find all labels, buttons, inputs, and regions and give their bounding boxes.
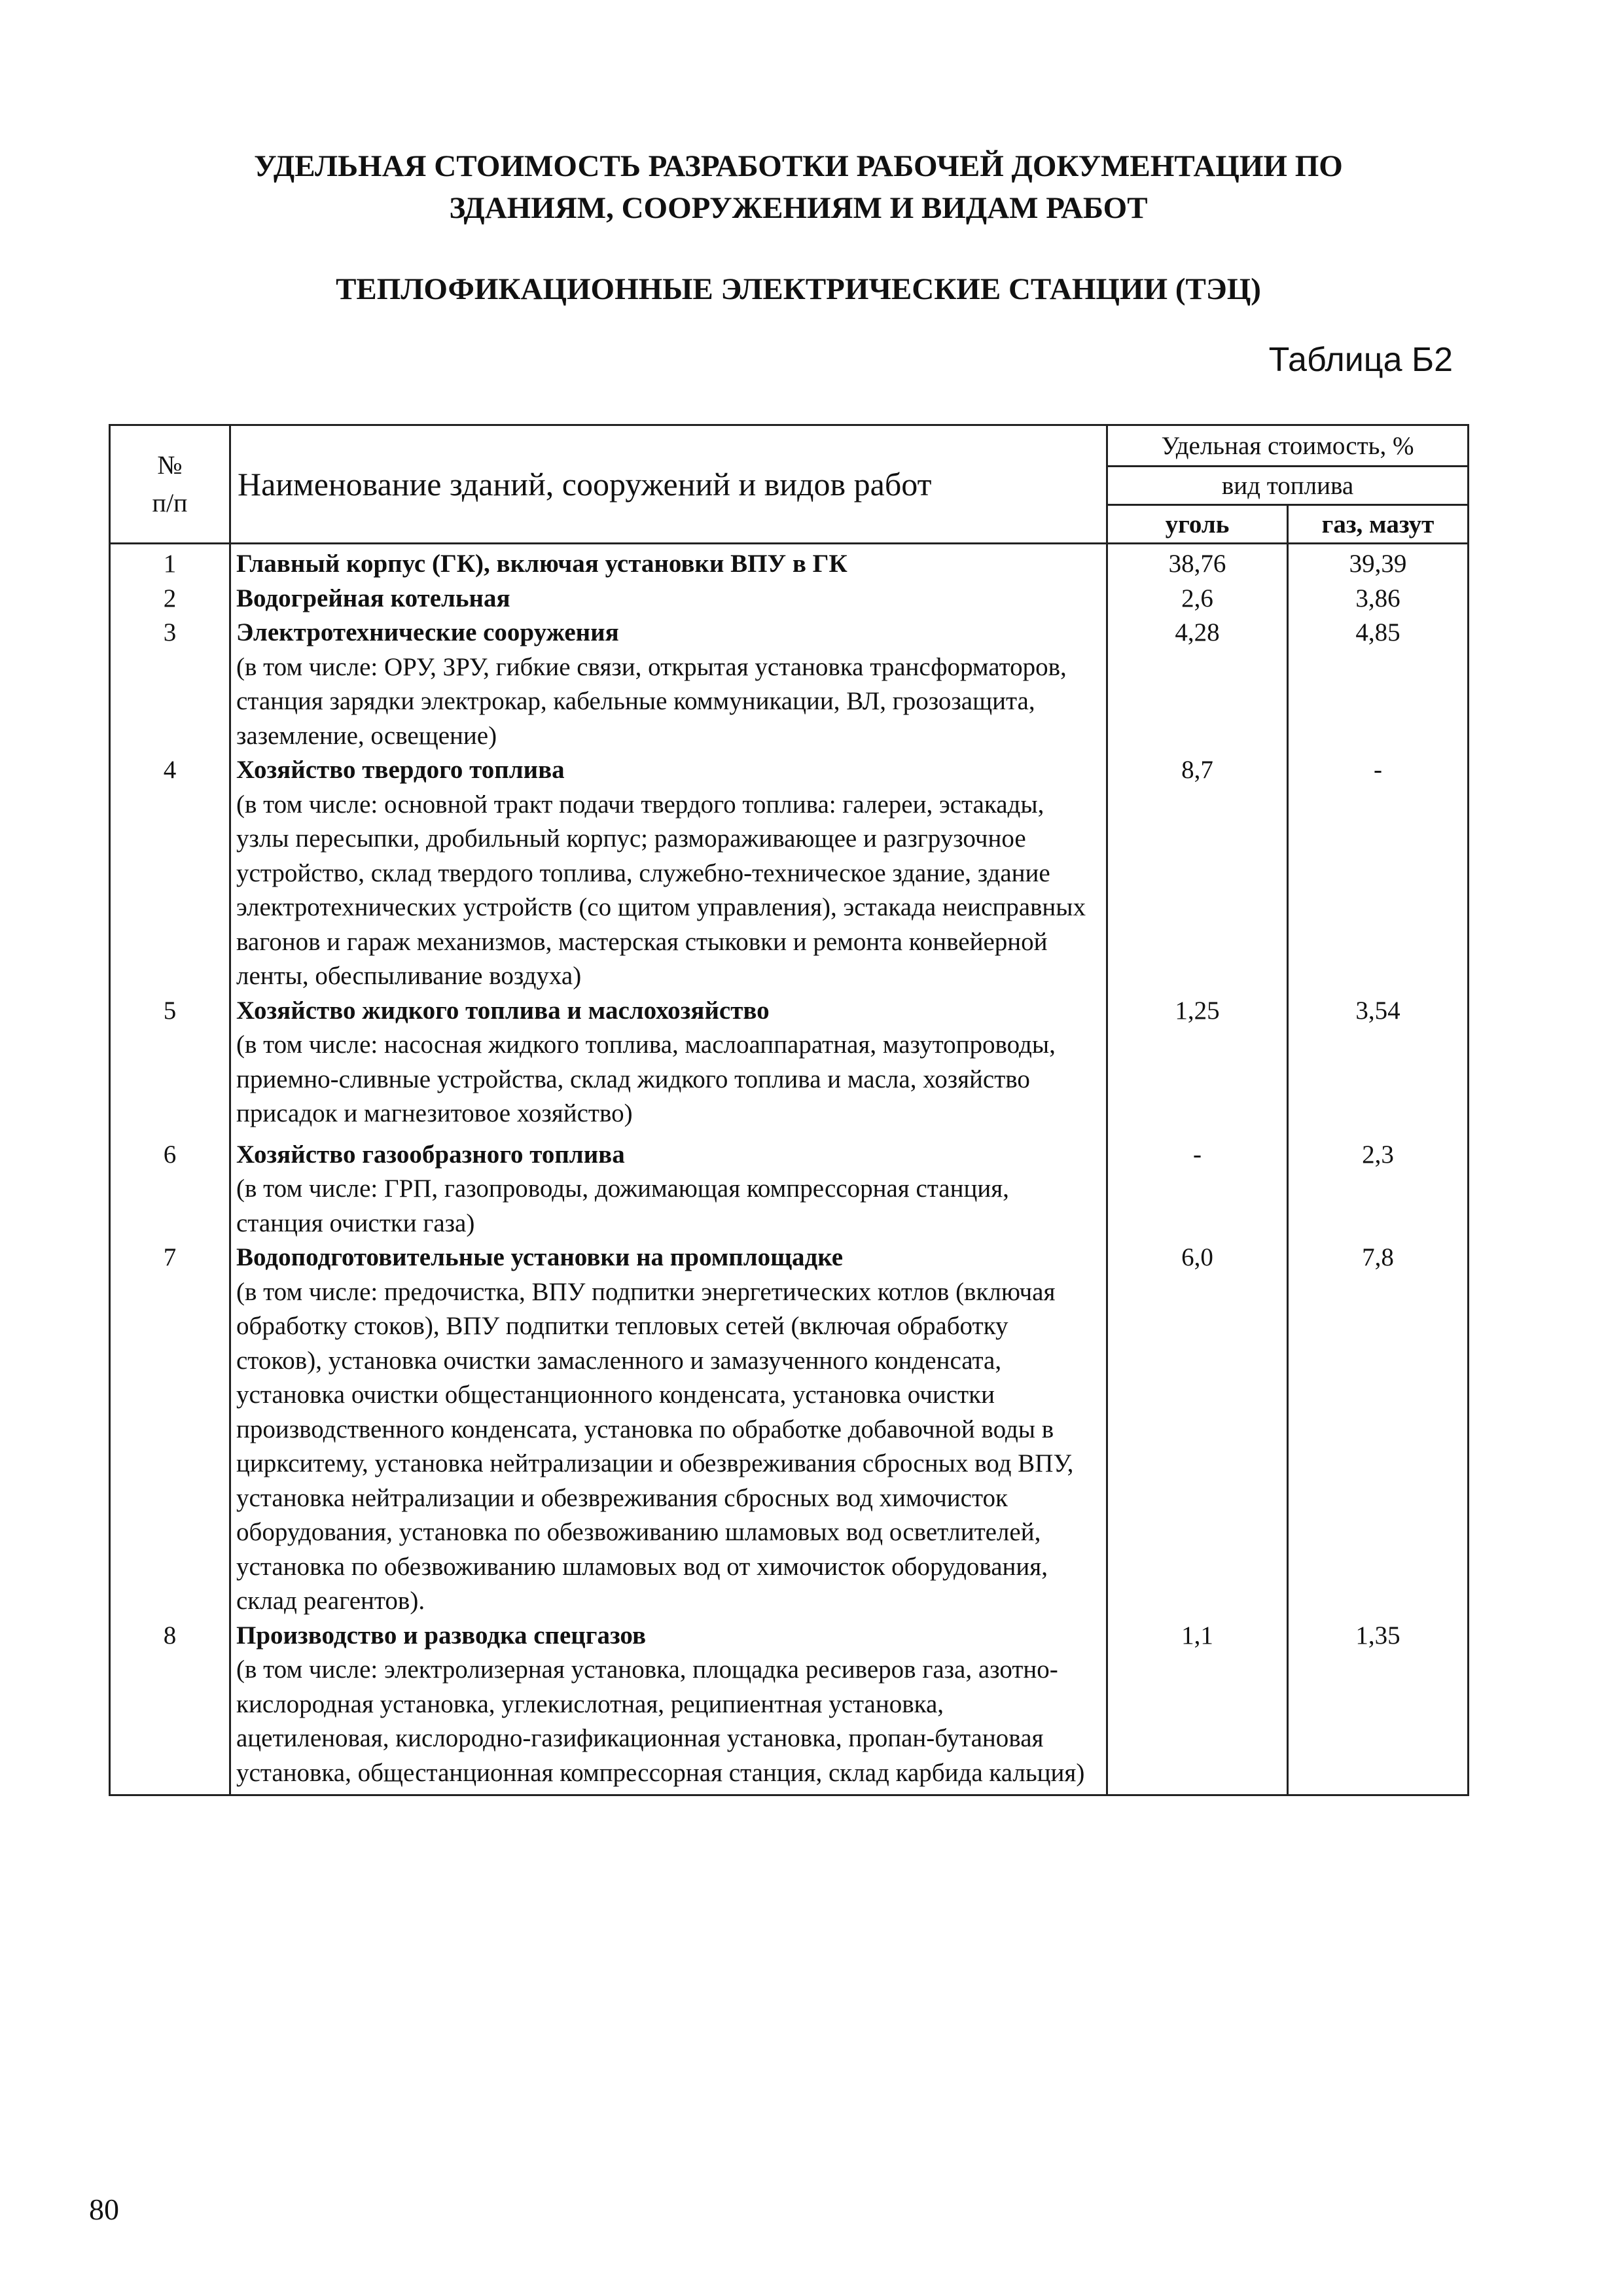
- cost-table: [109, 424, 1469, 1796]
- table-row: [110, 544, 1469, 582]
- row-gas-value: 2,3: [1288, 1138, 1469, 1241]
- row-name: [230, 544, 1107, 582]
- row-number: 7: [110, 1241, 230, 1619]
- row-description: (в том числе: электролизерная установка, площадка ресиверов газа, азотно-кислородная установка, углекислотная, реципиентная установка, ацетиленовая, кислородно-газификационная установка, пропан-бутановая установка, общестанционная компрессорная станция, склад карбида кальция): [236, 1655, 1085, 1787]
- row-name: [230, 1241, 1107, 1619]
- header-fuel-type: вид топлива: [1107, 467, 1469, 505]
- row-number: 8: [110, 1619, 230, 1795]
- row-coal-value: 6,0: [1107, 1241, 1288, 1619]
- row-title: Водоподготовительные установки на промплощадке: [236, 1243, 844, 1271]
- row-title: Хозяйство газообразного топлива: [236, 1140, 625, 1169]
- table-label: Таблица Б2: [1268, 341, 1453, 379]
- row-name: [230, 994, 1107, 1138]
- header-name: Наименование зданий, сооружений и видов работ: [230, 425, 1107, 544]
- row-name: [230, 753, 1107, 994]
- row-title: Производство и разводка спецгазов: [236, 1621, 646, 1650]
- row-number: 4: [110, 753, 230, 994]
- table-row: [110, 753, 1469, 994]
- row-number: 3: [110, 616, 230, 753]
- row-coal-value: -: [1107, 1138, 1288, 1241]
- row-gas-value: 3,54: [1288, 994, 1469, 1138]
- row-description: (в том числе: ГРП, газопроводы, дожимающая компрессорная станция, станция очистки газа): [236, 1174, 1009, 1237]
- row-coal-value: 1,25: [1107, 994, 1288, 1138]
- table-row: [110, 1138, 1469, 1241]
- table-row: [110, 582, 1469, 616]
- row-title: Хозяйство твердого топлива: [236, 756, 565, 784]
- row-coal-value: 1,1: [1107, 1619, 1288, 1795]
- row-number: 6: [110, 1138, 230, 1241]
- header-number-symbol: №: [157, 450, 183, 480]
- row-coal-value: 38,76: [1107, 544, 1288, 582]
- row-gas-value: 4,85: [1288, 616, 1469, 753]
- header-number: [110, 425, 230, 544]
- row-description: (в том числе: насосная жидкого топлива, маслоаппаратная, мазутопроводы, приемно-сливные устройства, склад жидкого топлива и масла, хозяйство присадок и магнезитовое хозяйство): [236, 1031, 1056, 1127]
- document-subtitle: ТЕПЛОФИКАЦИОННЫЕ ЭЛЕКТРИЧЕСКИЕ СТАНЦИИ (ТЭЦ): [336, 272, 1261, 306]
- row-gas-value: 1,35: [1288, 1619, 1469, 1795]
- row-name: [230, 1619, 1107, 1795]
- table-row: [110, 994, 1469, 1138]
- table-row: [110, 616, 1469, 753]
- row-name: [230, 582, 1107, 616]
- header-unit-cost: Удельная стоимость, %: [1107, 425, 1469, 467]
- row-title: Электротехнические сооружения: [236, 618, 619, 646]
- row-description: (в том числе: основной тракт подачи твердого топлива: галереи, эстакады, узлы пересыпки, дробильный корпус; размораживающее и разгрузочное устройство, склад твердого топлива, служебно-техническое здание, здание электротехнических устройств (со щитом управления), эстакада неисправных вагонов и гараж механизмов, мастерская стыковки и ремонта конвейерной ленты, обеспыливание воздуха): [236, 790, 1086, 990]
- row-title: Главный корпус (ГК), включая установки ВПУ в ГК: [236, 550, 847, 578]
- header-number-abbr: п/п: [152, 488, 188, 518]
- table-row: [110, 1619, 1469, 1795]
- row-gas-value: 39,39: [1288, 544, 1469, 582]
- row-number: 1: [110, 544, 230, 582]
- document-title-line-2: ЗДАНИЯМ, СООРУЖЕНИЯМ И ВИДАМ РАБОТ: [449, 191, 1148, 225]
- row-number: 2: [110, 582, 230, 616]
- row-gas-value: -: [1288, 753, 1469, 994]
- row-name: [230, 616, 1107, 753]
- row-gas-value: 3,86: [1288, 582, 1469, 616]
- row-title: Хозяйство жидкого топлива и маслохозяйство: [236, 996, 770, 1025]
- row-description: (в том числе: ОРУ, ЗРУ, гибкие связи, открытая установка трансформаторов, станция зарядки электрокар, кабельные коммуникации, ВЛ, грозозащита, заземление, освещение): [236, 652, 1067, 750]
- row-number: 5: [110, 994, 230, 1138]
- row-coal-value: 8,7: [1107, 753, 1288, 994]
- row-coal-value: 2,6: [1107, 582, 1288, 616]
- row-name: [230, 1138, 1107, 1241]
- row-gas-value: 7,8: [1288, 1241, 1469, 1619]
- table-row: [110, 1241, 1469, 1619]
- document-title-line-1: УДЕЛЬНАЯ СТОИМОСТЬ РАЗРАБОТКИ РАБОЧЕЙ ДОКУМЕНТАЦИИ ПО: [254, 149, 1343, 183]
- row-title: Водогрейная котельная: [236, 584, 510, 612]
- header-coal: уголь: [1107, 505, 1288, 544]
- row-description: (в том числе: предочистка, ВПУ подпитки энергетических котлов (включая обработку стоков), ВПУ подпитки тепловых сетей (включая обработку стоков), установка очистки замасленного и замазученного конденсата, установка очистки общестанционного конденсата, установка очистки производственного конденсата, установка по обработке добавочной воды в циркситему, установка нейтрализации и обезвреживания сбросных вод ВПУ, установка нейтрализации и обезвреживания сбросных вод химочисток оборудования, установка по обезвоживанию шламовых вод осветлителей, установка по обезвоживанию шламовых вод от химочисток оборудования, склад реагентов).: [236, 1277, 1074, 1615]
- header-gas-fuel-oil: газ, мазут: [1288, 505, 1469, 544]
- page-number: 80: [89, 2193, 119, 2226]
- row-coal-value: 4,28: [1107, 616, 1288, 753]
